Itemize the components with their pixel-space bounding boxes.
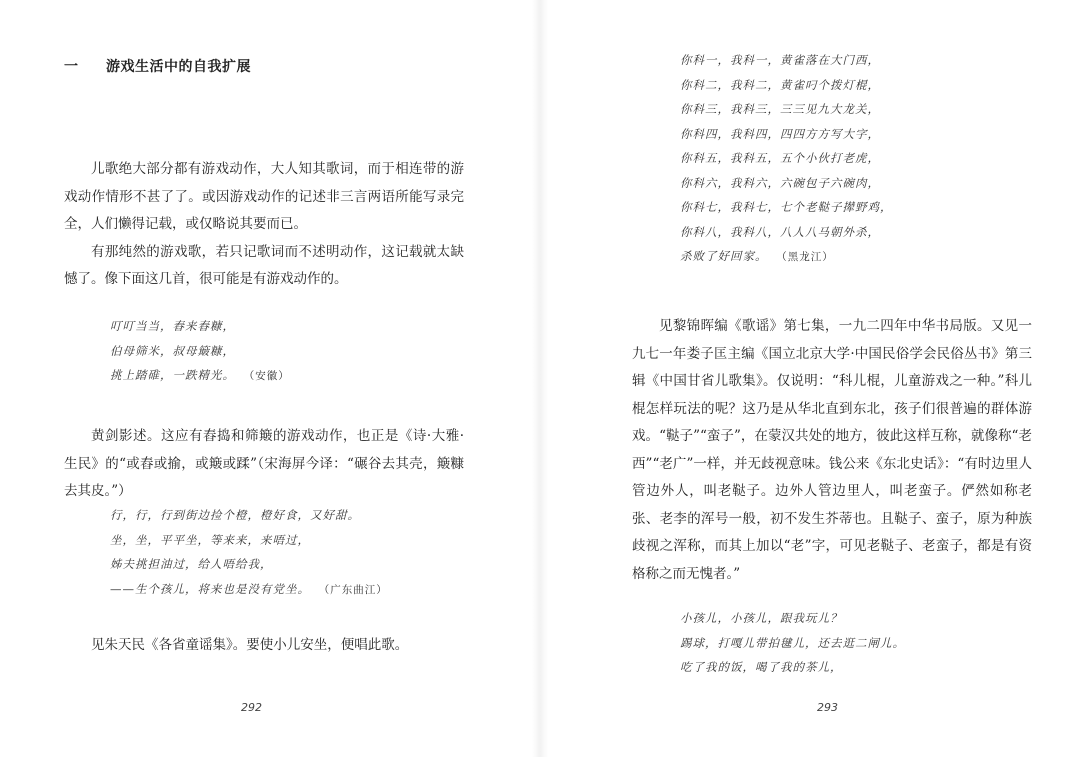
verse-line: 杀败了好回家。 （黑龙江）: [680, 249, 834, 263]
verse-line: 挑上踏碓，一跌精光。 （安徽）: [110, 368, 290, 382]
verse-block: [110, 314, 290, 389]
paragraph: 有那纯然的游戏歌，若只记歌词而不述明动作，这记载就太缺憾了。像下面这几首，很可能是有游戏动作的。: [64, 243, 464, 287]
page-number: 292: [241, 701, 262, 714]
verse-block: [680, 606, 905, 680]
verse-line: 你科七，我科七，七个老鞑子撵野鸡，: [680, 200, 893, 214]
paragraph: 见黎锦晖编《歌谣》第七集，一九二四年中华书局版。又见一九七一年娄子匡主编《国立北京大学·中国民俗学会民俗丛书》第三辑《中国甘省儿歌集》。仅说明：“科儿棍，儿童游戏之一种。”科儿棍怎样玩法的呢？这乃是从华北直到东北，孩子们很普遍的群体游戏。“鞑子”“蛮子”，在蒙汉共处的地方，彼此这样互称，就像称“老西”“老广”一样，并无歧视意味。钱公来《东北史话》：“有时边里人管边外人，叫老鞑子。边外人管边里人，叫老蛮子。俨然如称老张、老李的浑号一般，初不发生芥蒂也。且鞑子、蛮子，原为种族歧视之浑称，而其上加以“老”字，可见老鞑子、老蛮子，都是有资格称之而无愧者。”: [632, 318, 1032, 582]
verse-line: 行，行，行到街边捡个橙，橙好食，又好甜。: [110, 508, 360, 522]
paragraph: 儿歌绝大部分都有游戏动作，大人知其歌词，而于相连带的游戏动作情形不甚了了。或因游戏动作的记述非三言两语所能写录完全，人们懒得记载，或仅略说其要而已。: [64, 161, 464, 232]
section-number: 一: [64, 59, 79, 75]
verse-line: 你科三，我科三，三三见九大龙关，: [680, 102, 880, 116]
paragraph: 见朱天民《各省童谣集》。要使小儿安坐，便唱此歌。: [91, 637, 409, 653]
verse-line: 你科一，我科一，黄雀落在大门西，: [680, 53, 880, 67]
verse-line: 踢球，打嘎儿带拍毽儿，还去逛二闸儿。: [680, 635, 905, 650]
intro-paragraphs: [64, 156, 464, 294]
verse-source: （广东曲江）: [324, 583, 388, 596]
verse-source: （黑龙江）: [781, 251, 834, 263]
verse-line: 吃了我的饭，喝了我的茶儿，: [680, 660, 843, 674]
verse-line: 坐，坐，平平坐，等来来，来唔过，: [110, 532, 310, 547]
verse-line: 你科五，我科五，五个小伙打老虎，: [680, 151, 880, 165]
verse-line: 你科二，我科二，黄雀叼个拨灯棍，: [680, 77, 880, 92]
section-title: 游戏生活中的自我扩展: [106, 59, 251, 75]
right-page: [540, 0, 1080, 757]
verse-block: [680, 48, 893, 270]
page-number: 293: [817, 701, 838, 714]
verse-line: ——生个孩儿，将来也是没有党坐。 （广东曲江）: [110, 581, 388, 596]
verse-line: 你科六，我科六，六碗包子六碗肉，: [680, 175, 880, 190]
verse-line: 你科八，我科八，八人八马朝外杀，: [680, 224, 880, 239]
verse-line: 叮叮当当，舂来舂糠，: [110, 319, 235, 333]
verse-line: 姊夫挑担油过，给人唔给我，: [110, 557, 273, 571]
verse-block: [110, 503, 388, 602]
section-heading: [64, 56, 251, 76]
verse-line: 小孩儿，小孩儿，跟我玩儿？: [680, 611, 843, 625]
verse-line: 伯母筛米，叔母簸糠，: [110, 343, 235, 358]
verse-source: （安徽）: [249, 370, 290, 382]
commentary-paragraph: [632, 313, 1032, 588]
paragraph: 黄剑影述。这应有舂捣和筛簸的游戏动作，也正是《诗·大雅·生民》的“或舂或揄，或簸或蹂”（宋海屏今译：“碾谷去其壳，簸糠去其皮。”）: [64, 428, 464, 499]
verse-line: 你科四，我科四，四四方方写大字，: [680, 126, 880, 141]
closing-paragraph: [64, 632, 464, 660]
commentary-paragraph: [64, 423, 464, 506]
